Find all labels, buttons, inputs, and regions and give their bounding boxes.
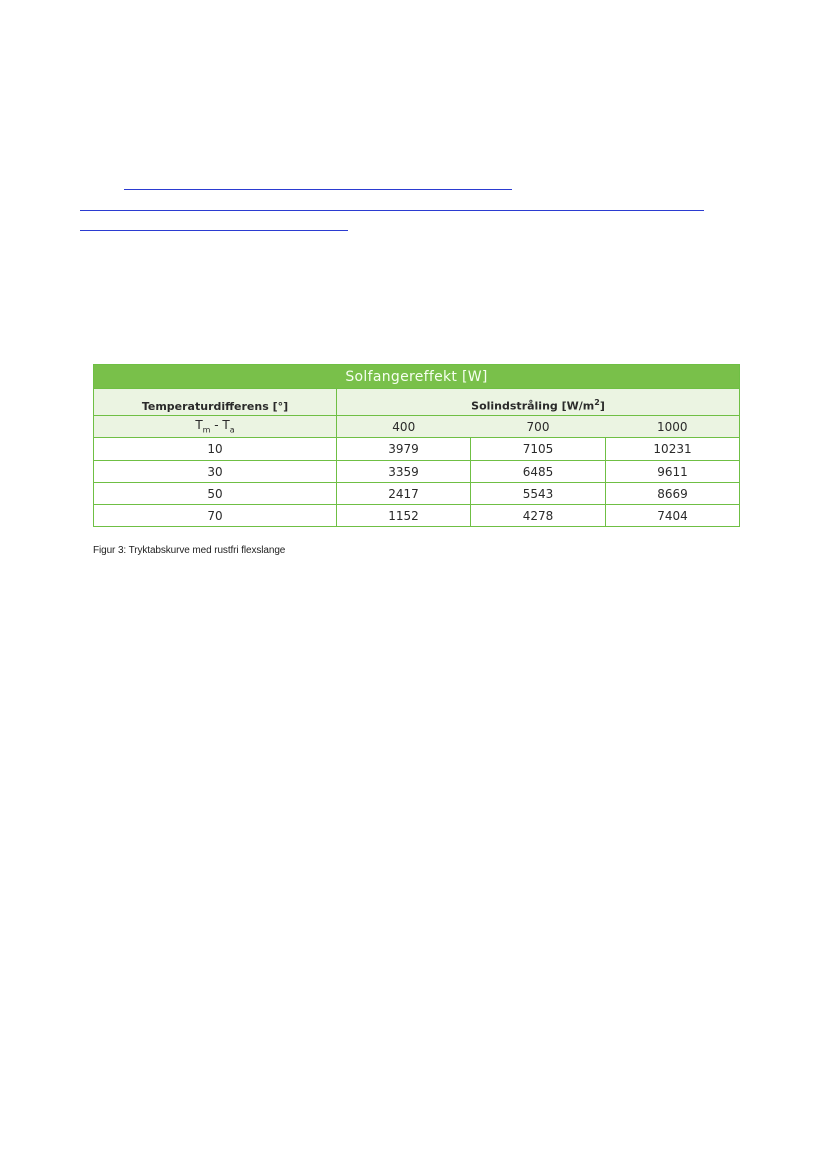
hyperlink-underline-2[interactable] xyxy=(80,210,704,211)
row-value: 7105 xyxy=(471,438,606,461)
row-value: 2417 xyxy=(337,483,471,505)
row-value: 1152 xyxy=(337,505,471,527)
hyperlink-underline-3[interactable] xyxy=(80,230,348,231)
solar-irradiance-header: Solindstråling $[W/m^2]$ xyxy=(337,389,740,416)
column-header-400: 400 xyxy=(337,416,471,438)
table-row xyxy=(94,483,740,505)
temperature-difference-header: Temperaturdifferens [°] xyxy=(94,389,337,416)
row-value: 5543 xyxy=(471,483,606,505)
column-header-1000: 1000 xyxy=(606,416,740,438)
table-row xyxy=(94,438,740,461)
row-value: 6485 xyxy=(471,461,606,483)
row-temp: 70 xyxy=(94,505,337,527)
row-value: 4278 xyxy=(471,505,606,527)
temperature-formula-label: $T_m - T_a$ xyxy=(94,416,337,438)
row-temp: 10 xyxy=(94,438,337,461)
row-value: 9611 xyxy=(606,461,740,483)
figure-caption: Figur 3: Tryktabskurve med rustfri flexslange xyxy=(93,545,286,556)
row-value: 7404 xyxy=(606,505,740,527)
row-temp: 50 xyxy=(94,483,337,505)
row-value: 8669 xyxy=(606,483,740,505)
table-title: Solfangereffekt [W] xyxy=(94,365,740,389)
row-value: 10231 xyxy=(606,438,740,461)
hyperlink-underline-1[interactable] xyxy=(124,189,512,190)
row-temp: 30 xyxy=(94,461,337,483)
row-value: 3359 xyxy=(337,461,471,483)
row-value: 3979 xyxy=(337,438,471,461)
table-row xyxy=(94,461,740,483)
solar-collector-effect-table xyxy=(93,364,740,527)
column-header-700: 700 xyxy=(471,416,606,438)
table-row xyxy=(94,505,740,527)
